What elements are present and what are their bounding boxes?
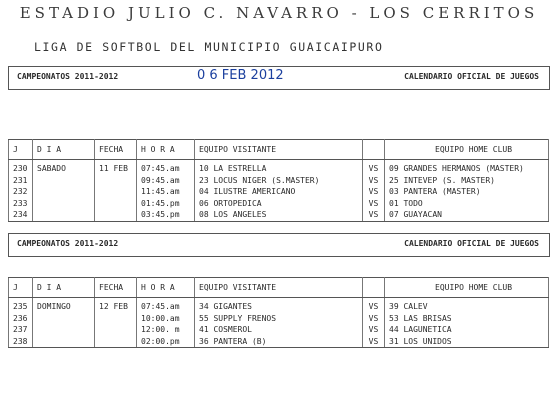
cell-dia — [33, 198, 95, 210]
table-row — [9, 186, 549, 198]
cell-fecha — [95, 336, 137, 348]
cell-fecha — [95, 313, 137, 325]
cell-hora: 11:45.am — [137, 186, 195, 198]
column-header: D I A — [33, 140, 95, 160]
cell-dia — [33, 186, 95, 198]
table-header-row — [9, 278, 549, 298]
table-header-row — [9, 140, 549, 160]
schedule-table-1 — [8, 139, 549, 222]
column-header: EQUIPO HOME CLUB — [385, 278, 549, 298]
column-header — [363, 140, 385, 160]
table-row — [9, 313, 549, 325]
cell-home: 07 GUAYACAN — [385, 209, 549, 221]
cell-home: 53 LAS BRISAS — [385, 313, 549, 325]
cell-visitante: 08 LOS ANGELES — [195, 209, 363, 221]
column-header: H O R A — [137, 140, 195, 160]
section-header-1 — [8, 66, 550, 90]
cell-hora: 02:00.pm — [137, 336, 195, 348]
cell-vs: VS — [363, 160, 385, 175]
cell-dia — [33, 336, 95, 348]
cell-hora: 10:00.am — [137, 313, 195, 325]
cell-home: 31 LOS UNIDOS — [385, 336, 549, 348]
cell-j: 233 — [9, 198, 33, 210]
table-row — [9, 175, 549, 187]
cell-fecha: 11 FEB — [95, 160, 137, 175]
cell-visitante: 34 GIGANTES — [195, 298, 363, 313]
table-row — [9, 209, 549, 221]
column-header: H O R A — [137, 278, 195, 298]
table-row — [9, 324, 549, 336]
cell-vs: VS — [363, 336, 385, 348]
cell-j: 230 — [9, 160, 33, 175]
cell-fecha — [95, 209, 137, 221]
cell-visitante: 55 SUPPLY FRENOS — [195, 313, 363, 325]
cell-visitante: 10 LA ESTRELLA — [195, 160, 363, 175]
column-header: EQUIPO HOME CLUB — [385, 140, 549, 160]
cell-dia — [33, 175, 95, 187]
section-header-2 — [8, 233, 550, 257]
column-header — [363, 278, 385, 298]
cell-vs: VS — [363, 209, 385, 221]
cell-j: 231 — [9, 175, 33, 187]
cell-fecha — [95, 198, 137, 210]
cell-dia: DOMINGO — [33, 298, 95, 313]
cell-j: 236 — [9, 313, 33, 325]
cell-visitante: 04 ILUSTRE AMERICANO — [195, 186, 363, 198]
cell-vs: VS — [363, 175, 385, 187]
cell-j: 232 — [9, 186, 33, 198]
cell-home: 39 CALEV — [385, 298, 549, 313]
cell-vs: VS — [363, 298, 385, 313]
cell-j: 234 — [9, 209, 33, 221]
table-row — [9, 336, 549, 348]
league-subtitle: LIGA DE SOFTBOL DEL MUNICIPIO GUAICAIPURO — [34, 40, 384, 54]
table-row — [9, 160, 549, 175]
cell-j: 238 — [9, 336, 33, 348]
cell-hora: 03:45.pm — [137, 209, 195, 221]
cell-hora: 09:45.am — [137, 175, 195, 187]
section-right-label: CALENDARIO OFICIAL DE JUEGOS — [404, 72, 539, 81]
cell-home: 09 GRANDES HERMANOS (MASTER) — [385, 160, 549, 175]
cell-fecha — [95, 324, 137, 336]
cell-home: 03 PANTERA (MASTER) — [385, 186, 549, 198]
column-header: EQUIPO VISITANTE — [195, 140, 363, 160]
cell-vs: VS — [363, 186, 385, 198]
date-stamp: 0 6 FEB 2012 — [197, 68, 284, 83]
section-left-label: CAMPEONATOS 2011-2012 — [17, 239, 119, 248]
cell-vs: VS — [363, 198, 385, 210]
column-header: FECHA — [95, 140, 137, 160]
cell-vs: VS — [363, 313, 385, 325]
cell-dia — [33, 313, 95, 325]
cell-hora: 01:45.pm — [137, 198, 195, 210]
cell-fecha: 12 FEB — [95, 298, 137, 313]
cell-visitante: 06 ORTOPEDICA — [195, 198, 363, 210]
cell-dia — [33, 209, 95, 221]
cell-visitante: 36 PANTERA (B) — [195, 336, 363, 348]
cell-visitante: 23 LOCUS NIGER (S.MASTER) — [195, 175, 363, 187]
column-header: D I A — [33, 278, 95, 298]
cell-home: 01 TODO — [385, 198, 549, 210]
cell-dia: SABADO — [33, 160, 95, 175]
cell-vs: VS — [363, 324, 385, 336]
table-row — [9, 198, 549, 210]
cell-fecha — [95, 175, 137, 187]
cell-j: 237 — [9, 324, 33, 336]
section-left-label: CAMPEONATOS 2011-2012 — [17, 72, 119, 81]
cell-hora: 12:00. m — [137, 324, 195, 336]
column-header: EQUIPO VISITANTE — [195, 278, 363, 298]
schedule-table-2 — [8, 277, 549, 348]
column-header: FECHA — [95, 278, 137, 298]
column-header: J — [9, 278, 33, 298]
cell-home: 25 INTEVEP (S. MASTER) — [385, 175, 549, 187]
cell-fecha — [95, 186, 137, 198]
cell-home: 44 LAGUNETICA — [385, 324, 549, 336]
cell-visitante: 41 COSMEROL — [195, 324, 363, 336]
cell-j: 235 — [9, 298, 33, 313]
table-row — [9, 298, 549, 313]
column-header: J — [9, 140, 33, 160]
stadium-title: ESTADIO JULIO C. NAVARRO - LOS CERRITOS — [19, 4, 539, 22]
cell-dia — [33, 324, 95, 336]
section-right-label: CALENDARIO OFICIAL DE JUEGOS — [404, 239, 539, 248]
cell-hora: 07:45.am — [137, 298, 195, 313]
cell-hora: 07:45.am — [137, 160, 195, 175]
